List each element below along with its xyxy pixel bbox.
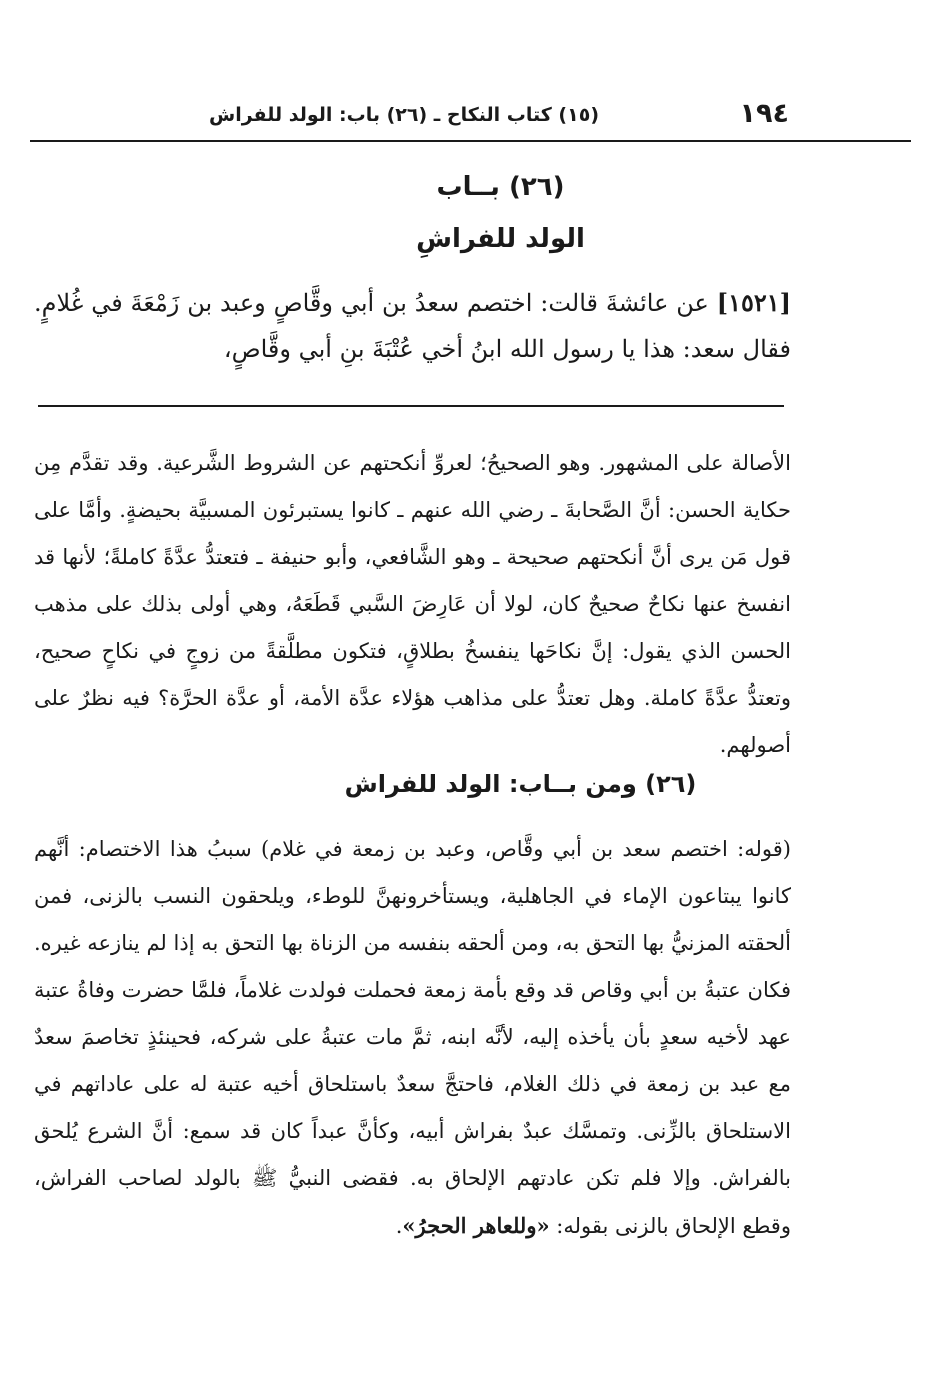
running-head — [30, 96, 911, 142]
hadith-text — [34, 280, 791, 372]
hadith-body: عن عائشةَ قالت: اختصم سعدُ بن أبي وقَّاصٍ وعبد بن زَمْعَةَ في غُلامٍ. فقال سعد: هذا يا رسول الله ابنُ أخي عُتْبَةَ بنِ أبي وقَّاصٍ، — [34, 289, 791, 363]
hadith-number: [١٥٢١] — [716, 288, 791, 317]
section-heading: (٢٦) ومن بــاب: الولد للفراش — [344, 770, 697, 798]
section-quote: «وللعاهر الحجرُ» — [402, 1213, 550, 1238]
commentary-text: الأصالة على المشهور. وهو الصحيحُ؛ لعروِّ أنكحتهم عن الشروط الشَّرعية. وقد تقدَّم مِن حكاية الحسن: أنَّ الصَّحابةَ ـ رضي الله عنهم ـ كانوا يستبرئون المسبيَّة بحيضةٍ. وأمَّا على قول مَن يرى أنَّ أنكحتهم صحيحة ـ وهو الشَّافعي، وأبو حنيفة ـ فتعتدُّ عدَّةً كاملةً؛ لأنها قد انفسخ عنها نكاحٌ صحيحٌ كان، لولا أن عَارِضَ السَّبي قَطَعَهُ، وهي أولى بذلك على مذهب الحسن الذي يقول: إنَّ نكاحَها ينفسخُ بطلاقٍ، فتكون مطلَّقةً من زوجٍ في نكاحٍ صحيح، وتعتدُّ عدَّةً كاملة. وهل تعتدُّ على مذاهب هؤلاء عدَّة الأمة، أو عدَّة الحرَّة؟ فيه نظرٌ على أصولهم. — [34, 451, 791, 757]
section-text — [34, 826, 791, 1250]
chapter-number: (٢٦) بــاب — [436, 172, 565, 202]
section-end: . — [395, 1214, 403, 1238]
chapter-title: الولد للفراشِ — [416, 224, 585, 254]
page-number: ١٩٤ — [739, 98, 789, 129]
running-head-title: (١٥) كتاب النكاح ـ (٢٦) باب: الولد للفراش — [208, 104, 599, 126]
footnote-separator — [38, 405, 784, 407]
section-body: (قوله: اختصم سعد بن أبي وقَّاص، وعبد بن زمعة في غلام) سببُ هذا الاختصام: أنَّهم كانوا يبتاعون الإماء في الجاهلية، ويستأخرونهنَّ للوطء، ويلحقون النسب بالزنى، فمن ألحقته المزنيُّ بها التحق به، ومن ألحقه بنفسه من الزناة بها التحق به إذا لم ينازعه غيره. فكان عتبةُ بن أبي وقاص قد وقع بأمة زمعة فحملت فولدت غلاماً، فلمَّا حضرت وفاةُ عتبة عهد لأخيه سعدٍ بأن يأخذه إليه، لأنَّه ابنه، ثمَّ مات عتبةُ على شركه، فحينئذٍ تخاصمَ سعدٌ مع عبد بن زمعة في ذلك الغلام، فاحتجَّ سعدٌ باستلحاق أخيه عتبة له على عاداتهم في الاستلحاق بالزِّنى. وتمسَّك عبدٌ بفراش أبيه، وكأنَّ عبداً كان قد سمع: أنَّ الشرع يُلحق بالفراش. وإلا فلم تكن عادتهم الإلحاق به. فقضى النبيُّ ﷺ بالولد لصاحب الفراش، وقطع الإلحاق بالزنى بقوله: — [34, 837, 791, 1238]
